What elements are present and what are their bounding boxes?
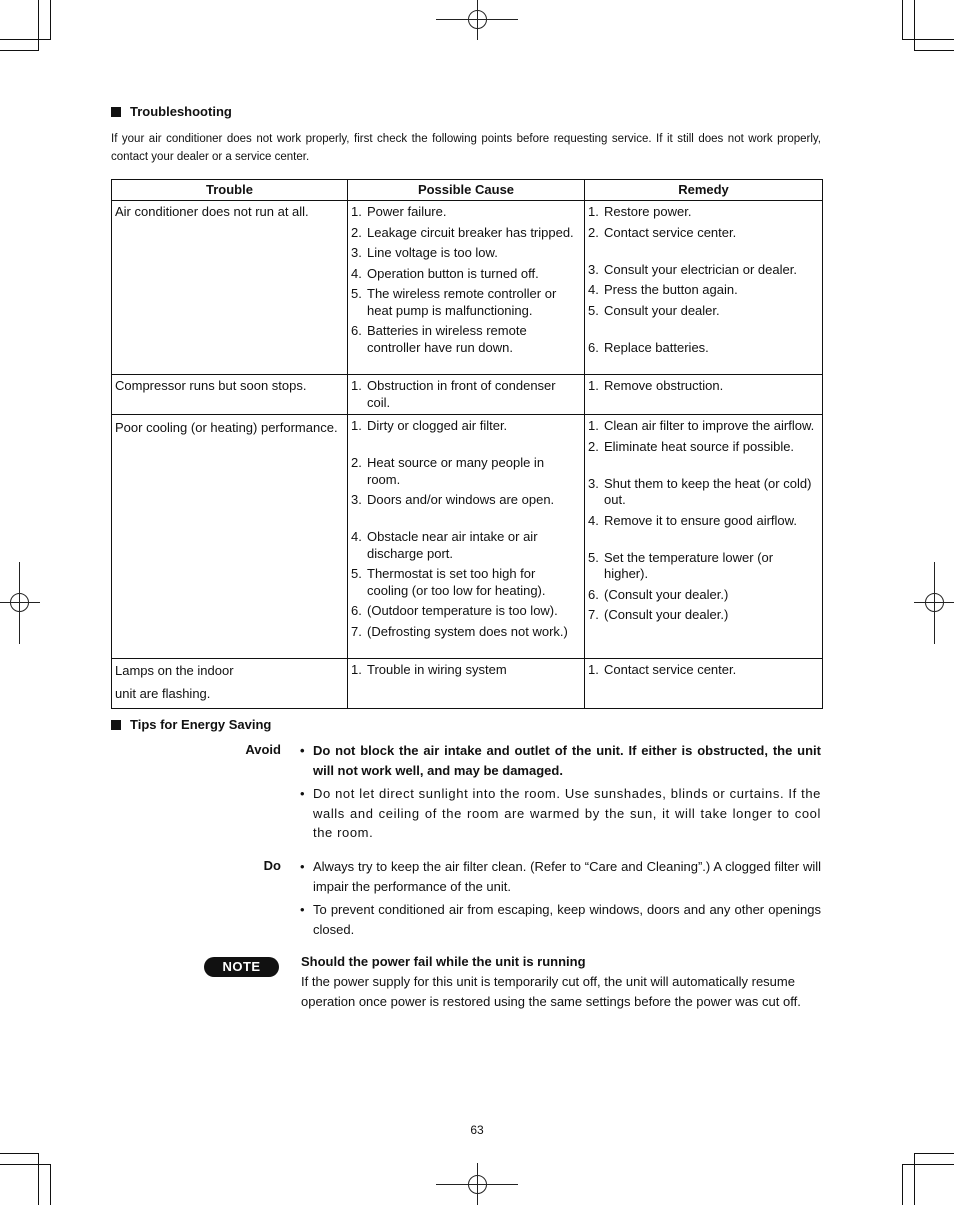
remedy-cell	[585, 659, 823, 709]
cause-item: 4. Obstacle near air intake or air discharge port.	[351, 529, 538, 561]
remedy-item: 4. Press the button again.	[588, 282, 738, 297]
remedy-item: 6. Replace batteries.	[588, 339, 709, 355]
page-number: 63	[470, 1123, 484, 1137]
remedy-item: 1. Contact service center.	[588, 662, 737, 677]
cause-item: 5. Thermostat is set too high for cooling (or too low for heating).	[351, 566, 546, 598]
cause-item: 4. Operation button is turned off.	[351, 265, 539, 281]
bullet-icon: •	[300, 902, 305, 917]
table-row	[112, 415, 823, 659]
trouble-cell: Air conditioner does not run at all.	[112, 201, 348, 375]
table-row	[112, 659, 823, 709]
do-label: Do	[263, 858, 281, 873]
avoid-item: • Do not let direct sunlight into the room. Use sunshades, blinds or curtains. If the walls and ceiling of the room are warmed by the sun, it will take longer to cool the room.	[300, 786, 821, 840]
remedy-item: 2. Contact service center.	[588, 224, 737, 240]
avoid-label: Avoid	[245, 742, 281, 757]
column-header-cause: Possible Cause	[348, 180, 585, 201]
cause-cell	[348, 201, 585, 375]
column-header-remedy: Remedy	[585, 180, 823, 201]
cause-cell	[348, 415, 585, 659]
cause-item: 2. Heat source or many people in room.	[351, 455, 545, 487]
bullet-icon: •	[300, 743, 305, 758]
remedy-item: 2. Eliminate heat source if possible.	[588, 438, 795, 454]
cause-item: 6. Batteries in wireless remote controller have run down.	[351, 323, 527, 355]
cause-item: 1. Obstruction in front of condenser coil.	[351, 378, 556, 410]
do-item: • To prevent conditioned air from escaping, keep windows, doors and any other openings closed.	[300, 902, 821, 937]
cause-item: 1. Power failure.	[351, 204, 447, 219]
troubleshooting-table	[111, 179, 823, 709]
energy-heading: Tips for Energy Saving	[111, 717, 271, 732]
remedy-cell	[585, 375, 823, 415]
cause-item: 2. Leakage circuit breaker has tripped.	[351, 224, 574, 240]
bullet-icon: •	[300, 786, 306, 801]
cause-item: 1. Dirty or clogged air filter.	[351, 418, 508, 433]
remedy-item: 1. Restore power.	[588, 204, 692, 219]
square-bullet-icon	[111, 107, 121, 117]
remedy-item: 3. Consult your electrician or dealer.	[588, 261, 797, 277]
note-title: Should the power fail while the unit is running	[301, 954, 586, 969]
remedy-cell	[585, 415, 823, 659]
remedy-item: 4. Remove it to ensure good airflow.	[588, 512, 797, 528]
remedy-item: 1. Clean air filter to improve the airflow.	[588, 418, 815, 433]
note-badge: NOTE	[204, 957, 279, 977]
cause-cell	[348, 375, 585, 415]
troubleshooting-intro: If your air conditioner does not work properly, first check the following points before requesting service. If it still does not work properly, contact your dealer or a service center.	[111, 133, 821, 163]
trouble-cell: Compressor runs but soon stops.	[112, 375, 348, 415]
table-row	[112, 201, 823, 375]
bullet-icon: •	[300, 859, 305, 874]
square-bullet-icon	[111, 720, 121, 730]
remedy-item: 6. (Consult your dealer.)	[588, 586, 729, 602]
table-header-row	[112, 180, 823, 201]
table-row	[112, 375, 823, 415]
trouble-cell: Lamps on the indoor unit are flashing.	[112, 659, 348, 709]
remedy-cell	[585, 201, 823, 375]
cause-item: 1. Trouble in wiring system	[351, 662, 507, 677]
remedy-item: 5. Set the temperature lower (or higher).	[588, 549, 774, 581]
registration-mark-right	[914, 562, 954, 644]
trouble-cell: Poor cooling (or heating) performance.	[112, 415, 348, 659]
cause-item: 6. (Outdoor temperature is too low).	[351, 603, 558, 618]
registration-mark-top	[436, 0, 518, 40]
remedy-item: 3. Shut them to keep the heat (or cold) out.	[588, 475, 812, 507]
note-body: If the power supply for this unit is temporarily cut off, the unit will automatically resume operation once power is restored using the same settings before the power was cut off.	[301, 974, 801, 1009]
remedy-item: 7. (Consult your dealer.)	[588, 607, 729, 622]
cause-cell	[348, 659, 585, 709]
registration-mark-left	[0, 562, 40, 644]
registration-mark-bottom	[436, 1163, 518, 1205]
cause-item: 7. (Defrosting system does not work.)	[351, 623, 568, 639]
remedy-item: 1. Remove obstruction.	[588, 378, 724, 393]
cause-item: 3. Line voltage is too low.	[351, 245, 498, 260]
cause-item: 5. The wireless remote controller or heat pump is malfunctioning.	[351, 286, 557, 318]
troubleshooting-heading: Troubleshooting	[111, 104, 232, 119]
cause-item: 3. Doors and/or windows are open.	[351, 492, 555, 507]
do-item: • Always try to keep the air filter clean. (Refer to “Care and Cleaning”.) A clogged filter will impair the performance of the unit.	[300, 859, 821, 894]
column-header-trouble: Trouble	[112, 180, 348, 201]
remedy-item: 5. Consult your dealer.	[588, 302, 720, 318]
avoid-item: • Do not block the air intake and outlet of the unit. If either is obstructed, the unit will not work well, and may be damaged.	[300, 743, 821, 778]
